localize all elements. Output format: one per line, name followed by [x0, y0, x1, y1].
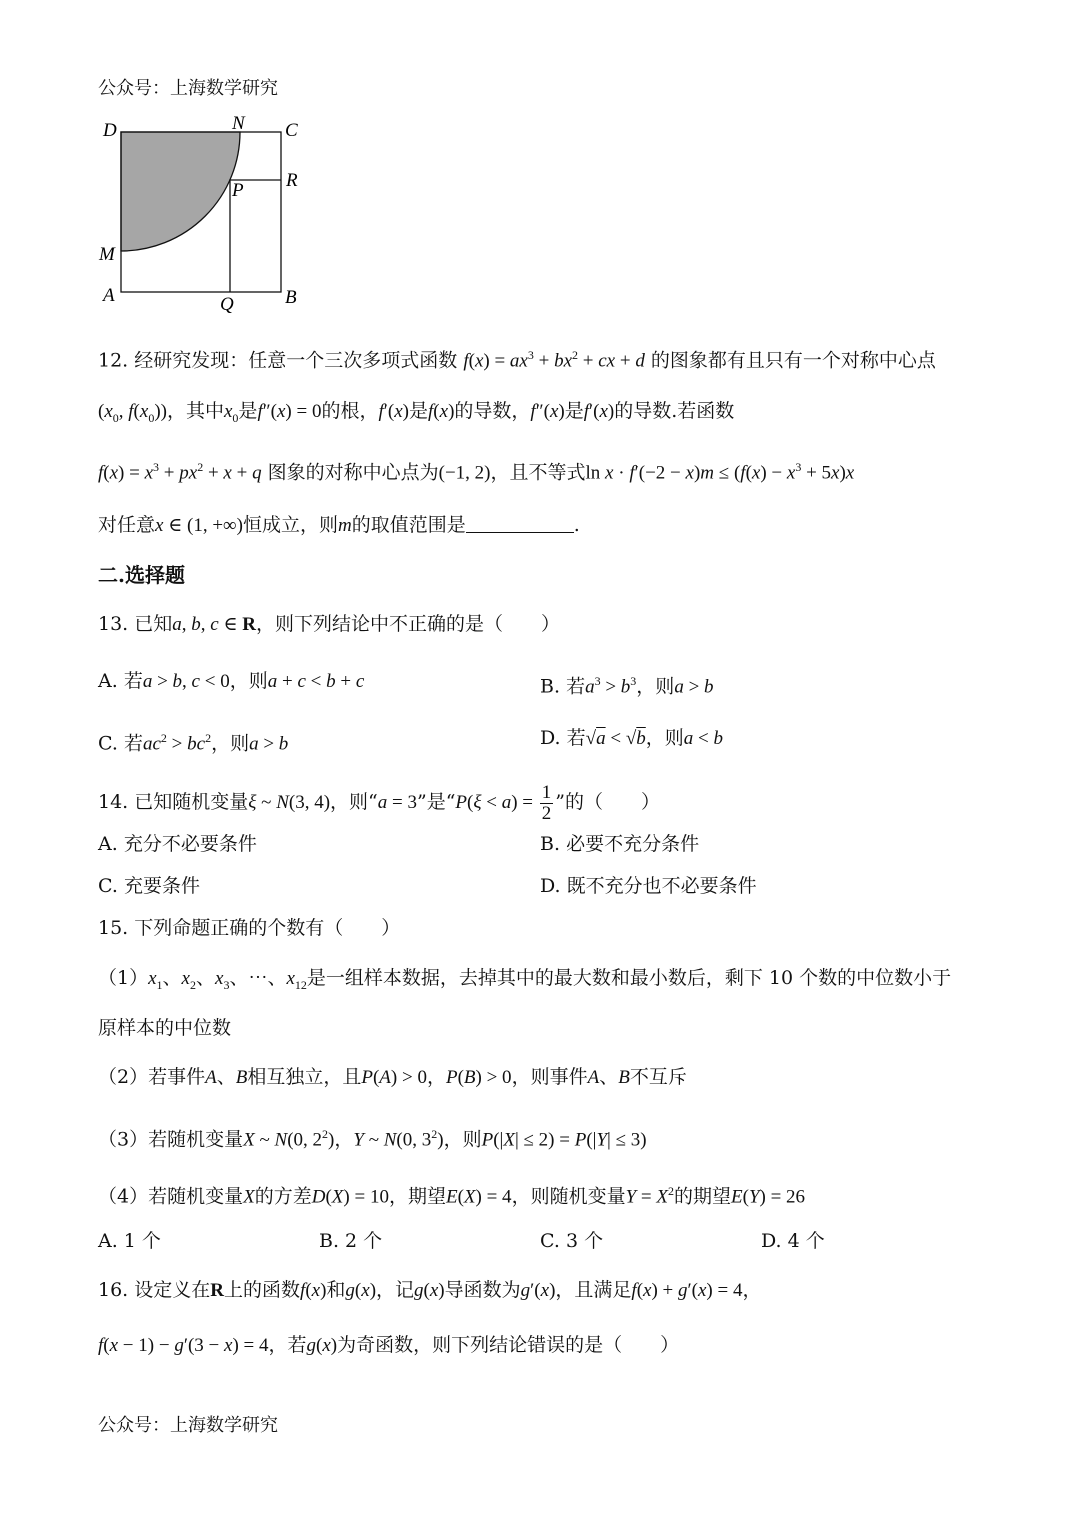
q12-line-1: 12. 经研究发现：任意一个三次多项式函数 $f(x) = ax^3 + bx^2$ + cx + d 的图象都有且只有一个对称中心点 — [98, 348, 936, 372]
q12-line-2: ($x_0$, $f(x_0)$)，其中$x_0$是f″(x) = 0的根，f′(x)是f(x)的导数，f″(x)是f′(x)的导数.若函数 — [98, 400, 735, 425]
label-b: B — [285, 287, 297, 308]
label-a: A — [103, 285, 115, 306]
square-quarter-circle-figure — [95, 110, 315, 320]
q12-center-point: ( — [98, 401, 105, 422]
q13-stem: 13. 已知a, b, c ∈ R，则下列结论中不正确的是（ ） — [98, 613, 561, 635]
q15-option-c[interactable]: C. 3 个 — [540, 1230, 604, 1252]
q12-line-3: $f(x) = x^3 + px^2 + x + q$ 图象的对称中心点为(−1, 2)，且不等式$\ln x \cdot f'(-2 - x)m \le (f(x) - x^3 + 5x)x$ — [98, 460, 855, 484]
shaded-region — [121, 132, 240, 251]
q16-line-2: f(x − 1) − g′(3 − x) = 4，若g(x)为奇函数，则下列结论错误的是（ ） — [98, 1334, 680, 1356]
label-c: C — [285, 120, 298, 141]
q12-line-4: 对任意x ∈ (1, +∞)恒成立，则m的取值范围是 . — [98, 514, 580, 536]
q12-number: 12. — [98, 349, 129, 372]
q13-option-a[interactable]: A. 若a > b, c < 0，则a + c < b + c — [98, 670, 365, 692]
q13-option-c[interactable]: C. 若$ac^2 > bc^2$，则a > b — [98, 731, 289, 755]
q14-option-d[interactable]: D. 既不充分也不必要条件 — [540, 875, 757, 897]
q13-option-b[interactable]: B. 若$a^3 > b^3$，则a > b — [540, 674, 714, 698]
q15-statement-2: （2）若事件A、B相互独立，且P(A) > 0，P(B) > 0，则事件A、B不互斥 — [98, 1066, 687, 1088]
label-m: M — [99, 244, 115, 265]
label-n: N — [232, 113, 245, 134]
label-r: R — [286, 170, 298, 191]
q15-stem: 15. 下列命题正确的个数有（ ） — [98, 917, 401, 939]
q12-cubic-function: f — [463, 350, 469, 372]
label-d: D — [103, 120, 117, 141]
q13-option-d[interactable]: D. 若√a < √b，则a < b — [540, 727, 723, 749]
q15-statement-4: （4）若随机变量X的方差D(X) = 10，期望E(X) = 4，则随机变量$Y = X^2$的期望E(Y) = 26 — [98, 1184, 806, 1208]
q16-line-1: 16. 设定义在R上的函数f(x)和g(x)，记g(x)导函数为g′(x)，且满足f(x) + g′(x) = 4， — [98, 1279, 762, 1301]
section-title-choice: 二.选择题 — [98, 563, 185, 587]
q15-statement-3: （3）若随机变量X ~ N(0, $2^2$)，Y ~ N(0, $3^2$)，则P(|X| ≤ 2) = P(|Y| ≤ 3) — [98, 1127, 647, 1151]
q15-statement-1: $(1)x_1$、$x_2$、$x_3$、⋯、$x_{12}$是一组样本数据，去掉其中的最大数和最小数后，剩下 10 个数的中位数小于 — [98, 967, 952, 992]
q12-answer-blank[interactable] — [466, 514, 574, 533]
q15-statement-1-cont: 原样本的中位数 — [98, 1017, 232, 1039]
q14-option-a[interactable]: A. 充分不必要条件 — [98, 833, 257, 855]
q14-option-b[interactable]: B. 必要不充分条件 — [540, 833, 700, 855]
label-p: P — [232, 180, 244, 201]
q15-option-b[interactable]: B. 2 个 — [319, 1230, 383, 1252]
q14-half-fraction: $\frac{1}{2}$ — [541, 781, 552, 824]
q14-option-c[interactable]: C. 充要条件 — [98, 875, 200, 897]
q15-option-d[interactable]: D. 4 个 — [761, 1230, 825, 1252]
header-watermark: 公众号：上海数学研究 — [98, 78, 278, 99]
q15-option-a[interactable]: A. 1 个 — [98, 1230, 161, 1252]
label-q: Q — [220, 294, 234, 315]
q14-stem: 14. 已知随机变量ξ ~ N(3, 4)，则“a = 3”是“P(ξ < a) = $\frac{1}{2}$ ”的（ ） — [98, 781, 660, 824]
footer-watermark: 公众号：上海数学研究 — [98, 1415, 278, 1436]
